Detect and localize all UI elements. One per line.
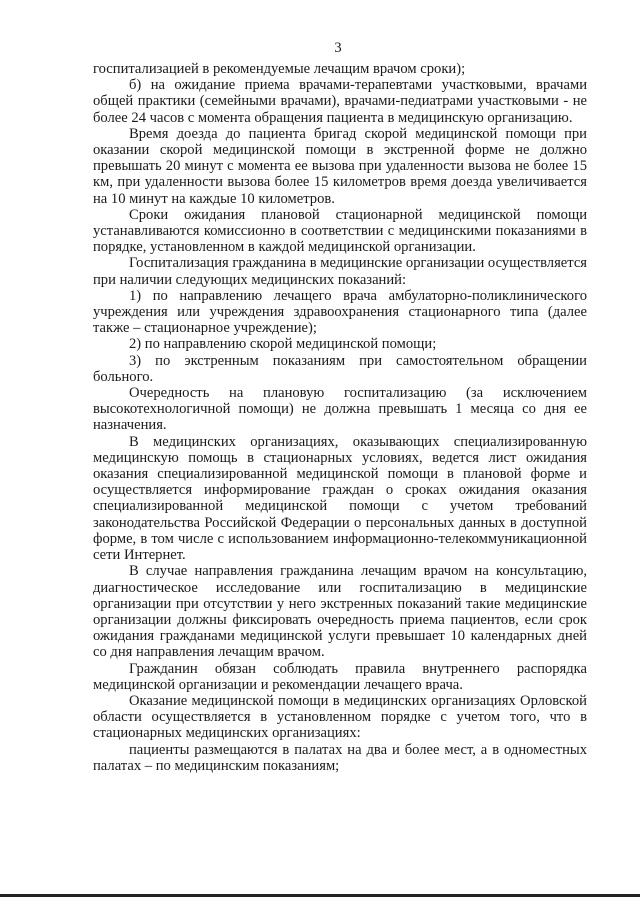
paragraph: Сроки ожидания плановой стационарной медицинской помощи устанавливаются комиссионно в соответствии с медицинскими показаниями в порядке, установленном в каждой медицинской организации. (93, 206, 587, 256)
page-number: 3 (334, 40, 342, 56)
list-item: 1) по направлению лечащего врача амбулаторно-поликлинического учреждения или учреждения здравоохранения стационарного типа (далее также – стационарное учреждение); (93, 287, 587, 337)
document-body (93, 61, 587, 774)
paragraph: Госпитализация гражданина в медицинские организации осуществляется при наличии следующих медицинских показаний: (93, 255, 588, 288)
paragraph: В медицинских организациях, оказывающих специализированную медицинскую помощь в стационарных условиях, ведется лист ожидания оказания специализированной медицинской помощи в плановой форме и осуществляется информирование граждан о сроках ожидания оказания специализированной медицинской помощи с учетом требований законодательства Российской Федерации о персональных данных в доступной форме, в том числе с использованием информационно-телекоммуникационной сети Интернет. (93, 433, 587, 564)
list-item: 2) по направлению скорой медицинской помощи; (129, 336, 437, 353)
paragraph: Время доезда до пациента бригад скорой медицинской помощи при оказании скорой медицинской помощи в экстренной форме не должно превышать 20 минут с момента ее вызова при удаленности вызова не более 15 км, при удаленности вызова более 15 километров время доезда увеличивается на 10 минут на каждые 10 километров. (93, 125, 587, 207)
list-item: 3) по экстренным показаниям при самостоятельном обращении больного. (93, 352, 587, 385)
paragraph: госпитализацией в рекомендуемые лечащим врачом сроки); (93, 61, 466, 77)
paragraph: Очередность на плановую госпитализацию (за исключением высокотехнологичной помощи) не должна превышать 1 месяца со дня ее назначения. (93, 385, 587, 434)
list-item: пациенты размещаются в палатах на два и более мест, а в одноместных палатах – по медицинским показаниям; (93, 741, 587, 774)
paragraph: Гражданин обязан соблюдать правила внутреннего распорядка медицинской организации и рекомендации лечащего врача. (93, 660, 587, 693)
page-bottom-edge (0, 894, 640, 897)
paragraph: б) на ожидание приема врачами-терапевтами участковыми, врачами общей практики (семейными врачами), врачами-педиатрами участковыми - не более 24 часов с момента обращения пациента в медицинскую организацию. (93, 77, 587, 126)
paragraph: В случае направления гражданина лечащим врачом на консультацию, диагностическое исследование или госпитализацию в медицинские организации при отсутствии у него экстренных показаний такие медицинские организации должны фиксировать очередность приема пациентов, если срок ожидания гражданами медицинской услуги превышает 10 календарных дней со дня направления лечащим врачом. (93, 563, 587, 661)
paragraph: Оказание медицинской помощи в медицинских организациях Орловской области осуществляется в установленном порядке с учетом того, что в стационарных медицинских организациях: (93, 692, 587, 742)
